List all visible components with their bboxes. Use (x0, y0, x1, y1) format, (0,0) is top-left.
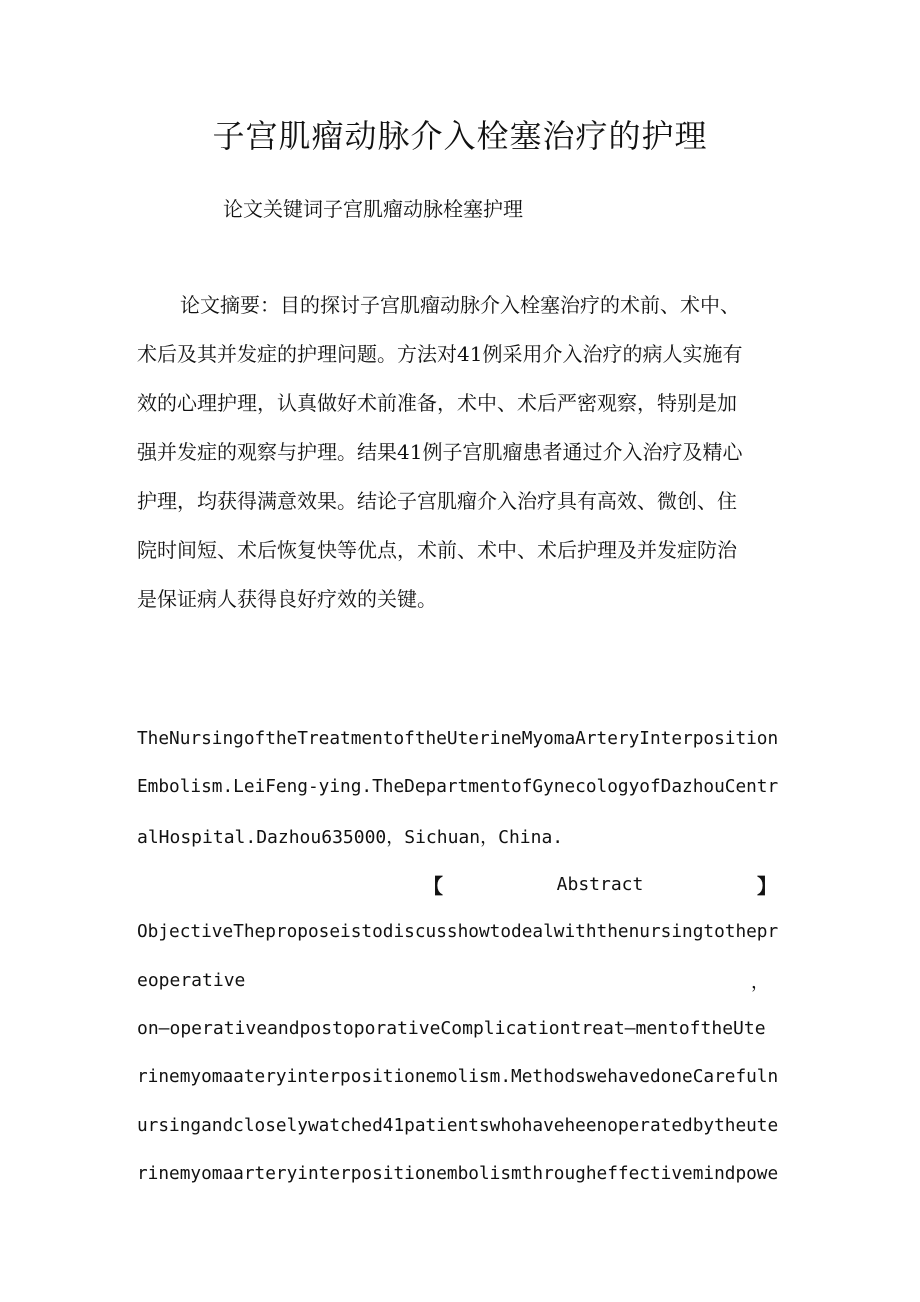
abstract-heading (137, 860, 785, 908)
abstract-cn-line: 论文摘要：目的探讨子宫肌瘤动脉介入栓塞治疗的术前、术中、 (180, 292, 740, 317)
english-title-line: Embolism.LeiFeng-ying.TheDepartmentofGynecologyofDazhouCentr (137, 777, 779, 798)
abstract-en-line: on—operativeandpostoporativeComplicationtreat—mentoftheUte (137, 1018, 766, 1040)
abstract-cn-line: 是保证病人获得良好疗效的关键。 (137, 586, 437, 611)
abstract-en-line-split (137, 956, 785, 1004)
abstract-en-line: rinemyomaateryinterpositionemolism.MethodswehavedoneCarefuln (137, 1067, 779, 1088)
abstract-cn-line: 护理，均获得满意效果。结论子宫肌瘤介入治疗具有高效、微创、住 (137, 488, 737, 513)
keywords-line: 论文关键词子宫肌瘤动脉栓塞护理 (223, 197, 523, 221)
abstract-en-line: rinemyomaarteryinterpositionembolismthrougheffectivemindpowe (137, 1163, 779, 1184)
abstract-open-bracket: 【 (423, 873, 443, 898)
abstract-en-word: eoperative (137, 970, 246, 992)
abstract-en-comma: ， (751, 971, 769, 993)
abstract-cn-line: 强并发症的观察与护理。结果41例子宫肌瘤患者通过介入治疗及精心 (137, 439, 743, 464)
english-title-line: alHospital.Dazhou635000，Sichuan，China. (137, 826, 564, 848)
english-title-line: TheNursingoftheTreatmentoftheUterineMyomaArteryInterposition (137, 729, 779, 750)
abstract-close-bracket: 】 (757, 873, 777, 898)
abstract-cn-line: 院时间短、术后恢复快等优点，术前、术中、术后护理及并发症防治 (137, 537, 737, 562)
abstract-label: Abstract (556, 873, 644, 895)
abstract-cn-line: 术后及其并发症的护理问题。方法对41例采用介入治疗的病人实施有 (137, 341, 743, 366)
abstract-cn-paragraph (137, 280, 785, 623)
document-title: 子宫肌瘤动脉介入栓塞治疗的护理 (212, 117, 708, 155)
english-title-block (137, 715, 785, 1198)
abstract-en-line: ursingandcloselywatched41patientswhohaveheenoperatedbytheute (137, 1115, 779, 1136)
abstract-cn-line: 效的心理护理，认真做好术前准备，术中、术后严密观察，特别是加 (137, 390, 737, 415)
abstract-en-line: ObjectiveTheproposeistodiscusshowtodealwiththenursingtothepr (137, 922, 779, 943)
